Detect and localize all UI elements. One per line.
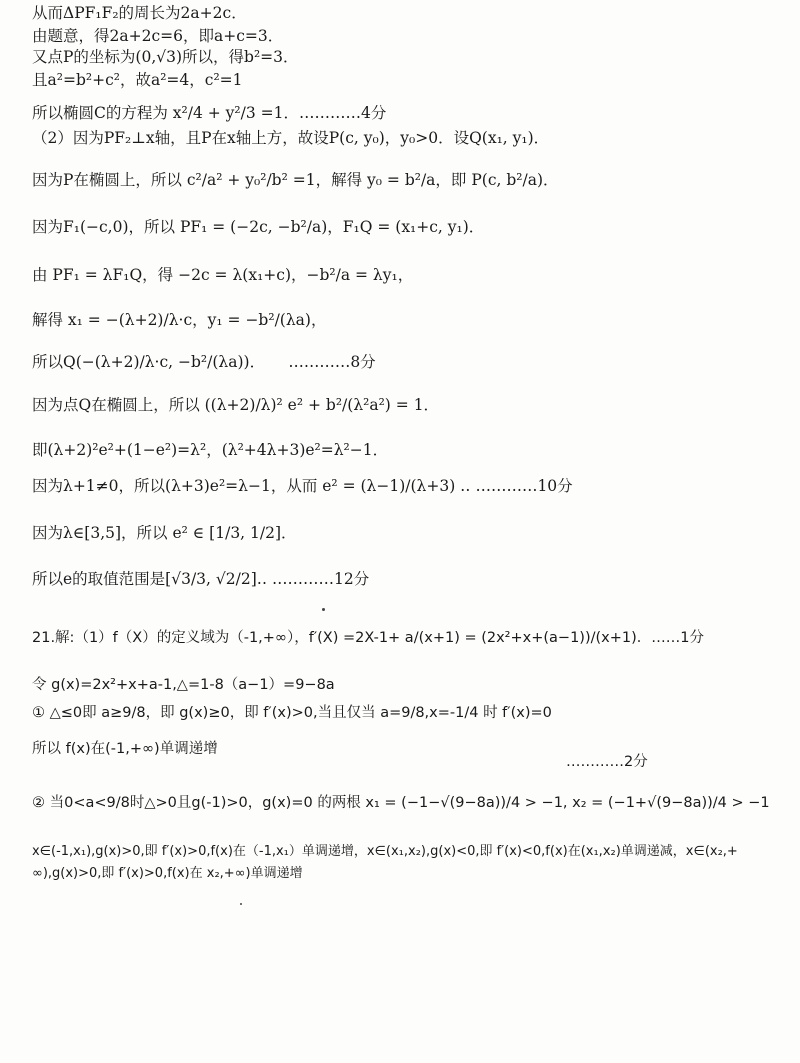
text-line-19: ① △≤0即 a≥9/8，即 g(x)≥0，即 f′(x)>0,当且仅当 a=9/8,x=-1/4 时 f′(x)=0	[32, 705, 552, 721]
text-line-5: 所以椭圆C的方程为 x²/4 + y²/3 =1．…………4分	[32, 104, 387, 122]
text-line-15: 因为λ∈[3,5]，所以 e² ∈ [1/3, 1/2]．	[32, 524, 297, 542]
text-line-17: 21.解:（1）f（X）的定义域为（-1,+∞），f′(X) =2X-1+ a/(x+1) = (2x²+x+(a−1))/(x+1)．……1分	[32, 630, 704, 646]
text-line-6: （2）因为PF₂⊥x轴，且P在x轴上方，故设P(c, y₀)，y₀>0．设Q(x₁, y₁)．	[32, 129, 550, 147]
text-line-7: 因为P在椭圆上，所以 c²/a² + y₀²/b² =1，解得 y₀ = b²/a，即 P(c, b²/a)．	[32, 171, 559, 189]
text-line-10: 解得 x₁ = −(λ+2)/λ·c，y₁ = −b²/(λa)，	[32, 311, 327, 329]
text-line-4: 且a²=b²+c²，故a²=4，c²=1	[32, 71, 243, 89]
scan-speck	[240, 903, 242, 905]
text-line-13: 即(λ+2)²e²+(1−e²)=λ²，(λ²+4λ+3)e²=λ²−1．	[32, 441, 389, 459]
text-line-21: ② 当0<a<9/8时△>0且g(-1)>0，g(x)=0 的两根 x₁ = (−1−√(9−8a))/4 > −1, x₂ = (−1+√(9−8a))/4 > −1	[32, 795, 770, 811]
scan-speck	[322, 608, 325, 611]
text-line-20: 所以 f(x)在(-1,+∞)单调递增	[32, 741, 218, 757]
text-line-11: 所以Q(−(λ+2)/λ·c, −b²/(λa))． …………8分	[32, 353, 376, 371]
text-line-16: 所以e的取值范围是[√3/3, √2/2]‥ …………12分	[32, 570, 370, 588]
text-line-12: 因为点Q在椭圆上，所以 ((λ+2)/λ)² e² + b²/(λ²a²) = 1．	[32, 396, 440, 414]
text-line-1: 从而ΔPF₁F₂的周长为2a+2c．	[32, 4, 247, 22]
text-line-14: 因为λ+1≠0，所以(λ+3)e²=λ−1，从而 e² = (λ−1)/(λ+3) ‥ …………10分	[32, 477, 573, 495]
text-line-3: 又点P的坐标为(0,√3)所以，得b²=3．	[32, 48, 299, 66]
text-line-8: 因为F₁(−c,0)，所以 PF₁ = (−2c, −b²/a)，F₁Q = (x₁+c, y₁)．	[32, 218, 485, 236]
score-2-points: …………2分	[566, 754, 648, 770]
text-line-2: 由题意，得2a+2c=6，即a+c=3．	[32, 27, 284, 45]
text-line-9: 由 PF₁ = λF₁Q，得 −2c = λ(x₁+c)，−b²/a = λy₁，	[32, 266, 414, 284]
text-line-22: x∈(-1,x₁),g(x)>0,即 f′(x)>0,f(x)在（-1,x₁）单调递增，x∈(x₁,x₂),g(x)<0,即 f′(x)<0,f(x)在(x₁,x₂)单调递减，x∈(x₂,+	[32, 844, 738, 859]
text-line-23: ∞),g(x)>0,即 f′(x)>0,f(x)在 x₂,+∞)单调递增	[32, 866, 303, 881]
text-line-18: 令 g(x)=2x²+x+a-1,△=1-8（a−1）=9−8a	[32, 677, 335, 693]
